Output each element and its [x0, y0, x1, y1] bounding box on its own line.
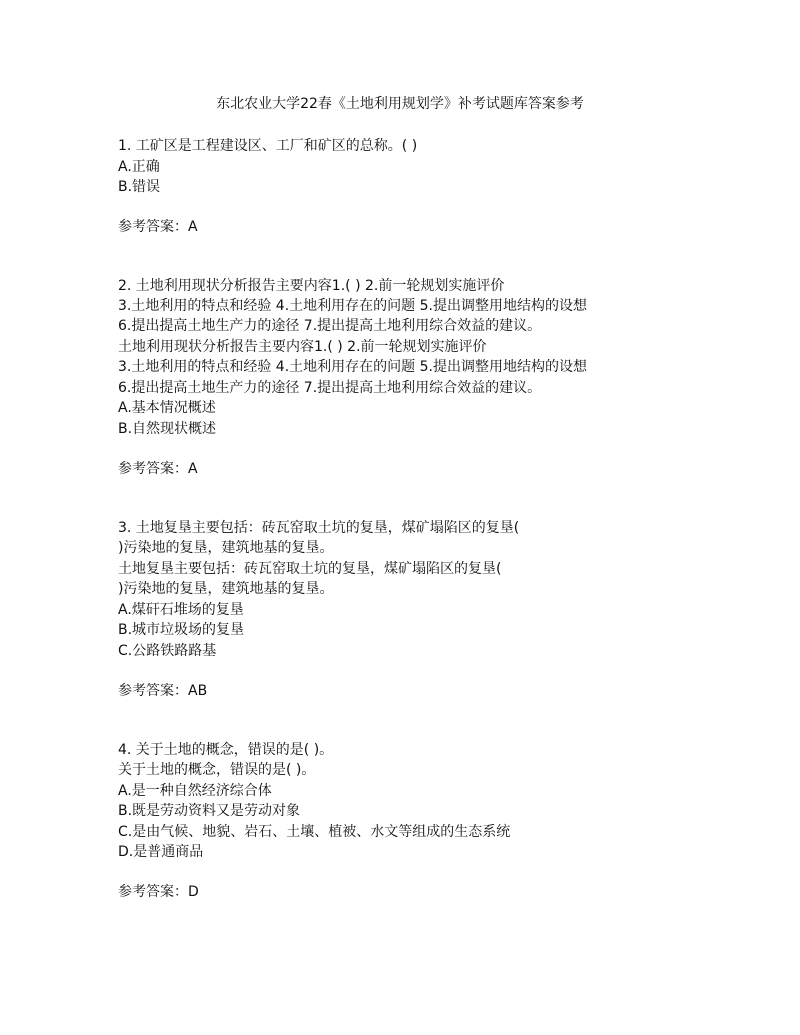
question-3-stem-line-4: )污染地的复垦，建筑地基的复垦。	[118, 581, 334, 597]
question-1-option-b: B.错误	[118, 179, 161, 195]
document-title: 东北农业大学22春《土地利用规划学》补考试题库答案参考	[216, 96, 584, 112]
question-3-option-c: C.公路铁路路基	[118, 643, 217, 659]
question-4-option-b: B.既是劳动资料又是劳动对象	[118, 803, 301, 819]
question-4-answer: 参考答案：D	[118, 884, 199, 900]
question-3-answer: 参考答案：AB	[118, 683, 208, 699]
question-2-stem-line-3: 6.提出提高土地生产力的途径 7.提出提高土地利用综合效益的建议。	[118, 318, 542, 334]
question-2-stem-line-5: 3.土地利用的特点和经验 4.土地利用存在的问题 5.提出调整用地结构的设想	[118, 359, 587, 375]
question-1-option-a: A.正确	[118, 159, 160, 175]
question-2-option-b: B.自然现状概述	[118, 421, 217, 437]
question-2-stem-line-1: 2. 土地利用现状分析报告主要内容1.( ) 2.前一轮规划实施评价	[118, 278, 505, 294]
question-4-option-a: A.是一种自然经济综合体	[118, 783, 272, 799]
question-2-answer: 参考答案：A	[118, 461, 198, 477]
question-3-stem-line-1: 3. 土地复垦主要包括：砖瓦窑取土坑的复垦，煤矿塌陷区的复垦(	[118, 520, 520, 536]
question-2-stem-line-4: 土地利用现状分析报告主要内容1.( ) 2.前一轮规划实施评价	[118, 339, 487, 355]
question-4-option-c: C.是由气候、地貌、岩石、土壤、植被、水文等组成的生态系统	[118, 824, 511, 840]
question-4-option-d: D.是普通商品	[118, 844, 204, 860]
question-3-option-b: B.城市垃圾场的复垦	[118, 622, 245, 638]
question-4-stem-line-2: 关于土地的概念，错误的是( )。	[118, 762, 316, 778]
question-1-answer: 参考答案：A	[118, 219, 198, 235]
question-4-stem-line-1: 4. 关于土地的概念，错误的是( )。	[118, 742, 334, 758]
question-2-stem-line-6: 6.提出提高土地生产力的途径 7.提出提高土地利用综合效益的建议。	[118, 380, 542, 396]
question-3-option-a: A.煤矸石堆场的复垦	[118, 602, 244, 618]
question-3-stem-line-3: 土地复垦主要包括：砖瓦窑取土坑的复垦，煤矿塌陷区的复垦(	[118, 561, 502, 577]
question-2-option-a: A.基本情况概述	[118, 400, 216, 416]
question-2-stem-line-2: 3.土地利用的特点和经验 4.土地利用存在的问题 5.提出调整用地结构的设想	[118, 298, 587, 314]
question-1-stem-line-1: 1. 工矿区是工程建设区、工厂和矿区的总称。( )	[118, 138, 418, 154]
question-3-stem-line-2: )污染地的复垦，建筑地基的复垦。	[118, 540, 334, 556]
